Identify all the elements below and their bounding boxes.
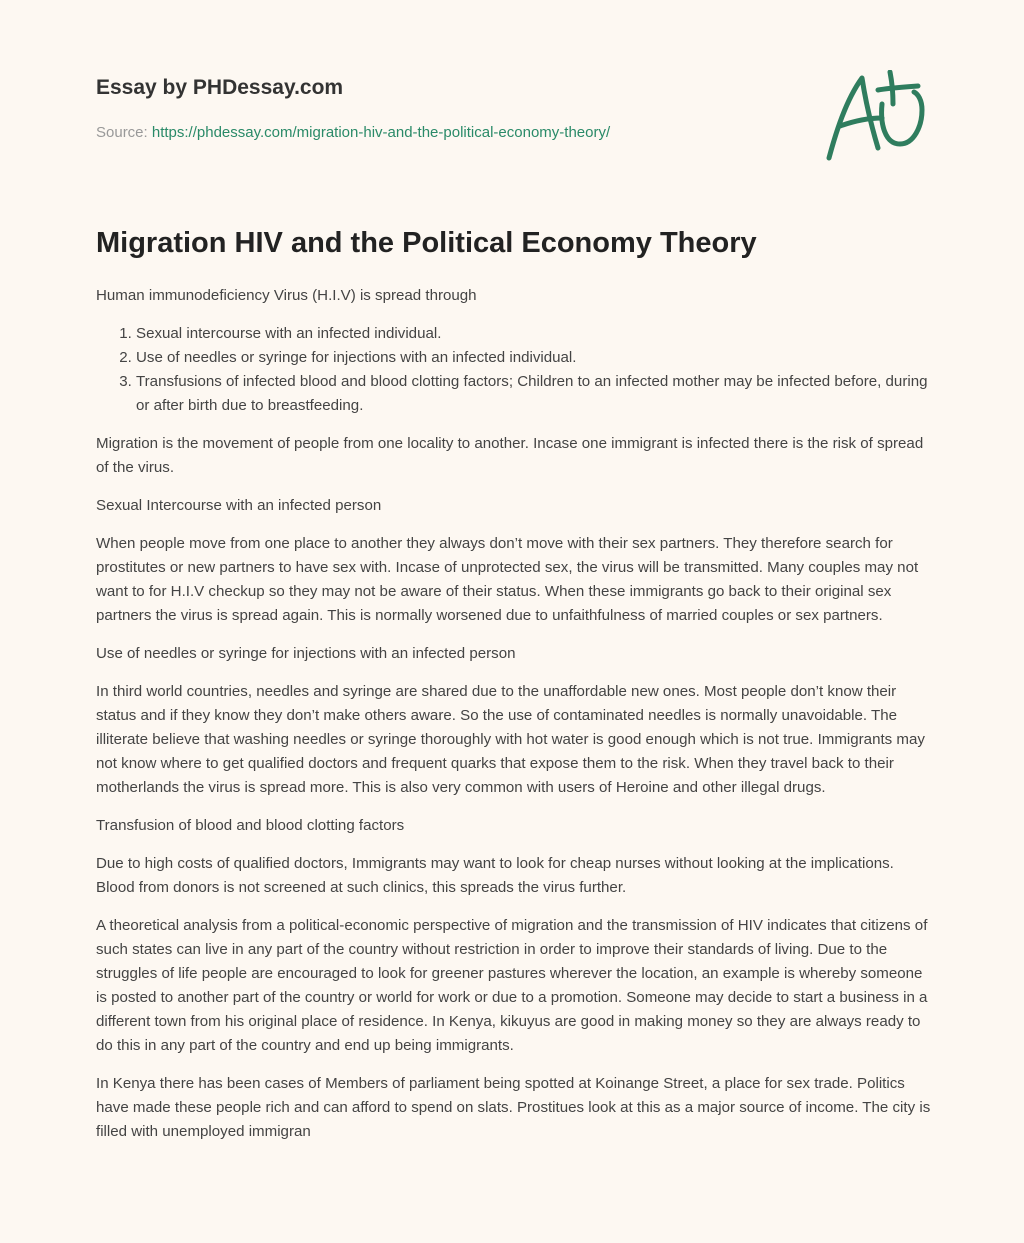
source-line (96, 124, 610, 141)
source-link[interactable]: https://phdessay.com/migration-hiv-and-the-political-economy-theory/ (151, 124, 611, 141)
section-heading: Use of needles or syringe for injections with an infected person (96, 645, 516, 662)
paragraph: In third world countries, needles and syringe are shared due to the unaffordable new ones. Most people don’t know their status and if they know they don’t make others aware. So the use of contaminated needles is normally unavoidable. The illiterate believe that washing needles or syringe thoroughly with hot water is good enough which is not true. Immigrants may not know where to get qualified doctors and frequent quarks that expose them to the risk. When they travel back to their motherlands the virus is spread more. This is also very common with users of Heroine and other illegal drugs. (96, 683, 925, 796)
section-heading: Sexual Intercourse with an infected person (96, 497, 382, 514)
site-title: Essay by PHDessay.com (96, 76, 344, 99)
paragraph: Due to high costs of qualified doctors, Immigrants may want to look for cheap nurses without looking at the implications. Blood from donors is not screened at such clinics, this spreads the virus further. (96, 855, 894, 896)
list-item: 1. Sexual intercourse with an infected individual. (136, 322, 932, 346)
list-item: 2. Use of needles or syringe for injections with an infected individual. (136, 346, 932, 370)
source-label: Source: (96, 124, 152, 141)
list-item: 3. Transfusions of infected blood and blood clotting factors; Children to an infected mother may be infected before, during or after birth due to breastfeeding. (136, 370, 932, 418)
essay-title: Migration HIV and the Political Economy Theory (96, 227, 757, 259)
essay-body (96, 284, 932, 1158)
transmission-list (96, 322, 932, 418)
paragraph: When people move from one place to another they always don’t move with their sex partners. They therefore search for prostitutes or new partners to have sex with. Incase of unprotected sex, the virus will be transmitted. Many couples may not want to for H.I.V checkup so they may not be aware of their status. When these immigrants go back to their original sex partners the virus is spread again. This is normally worsened due to unfaithfulness of married couples or sex partners. (96, 535, 919, 624)
paragraph: Migration is the movement of people from one locality to another. Incase one immigrant is infected there is the risk of spread of the virus. (96, 435, 924, 476)
section-heading: Transfusion of blood and blood clotting factors (96, 817, 405, 834)
paragraph: In Kenya there has been cases of Members of parliament being spotted at Koinange Street, a place for sex trade. Politics have made these people rich and can afford to spend on slats. Prostitues look at this as a major source of income. The city is filled with unemployed immigran (96, 1075, 931, 1140)
paragraph: A theoretical analysis from a political-economic perspective of migration and the transmission of HIV indicates that citizens of such states can live in any part of the country without restriction in order to improve their standards of living. Due to the struggles of life people are encouraged to look for greener pastures wherever the location, an example is whereby someone is posted to another part of the country or world for work or due to a promotion. Someone may decide to start a business in a different town from his original place of residence. In Kenya, kikuyus are good in making money so they are always ready to do this in any part of the country and end up being immigrants. (96, 917, 928, 1054)
a-plus-logo-icon (822, 70, 926, 164)
intro-paragraph: Human immunodeficiency Virus (H.I.V) is spread through (96, 287, 477, 304)
